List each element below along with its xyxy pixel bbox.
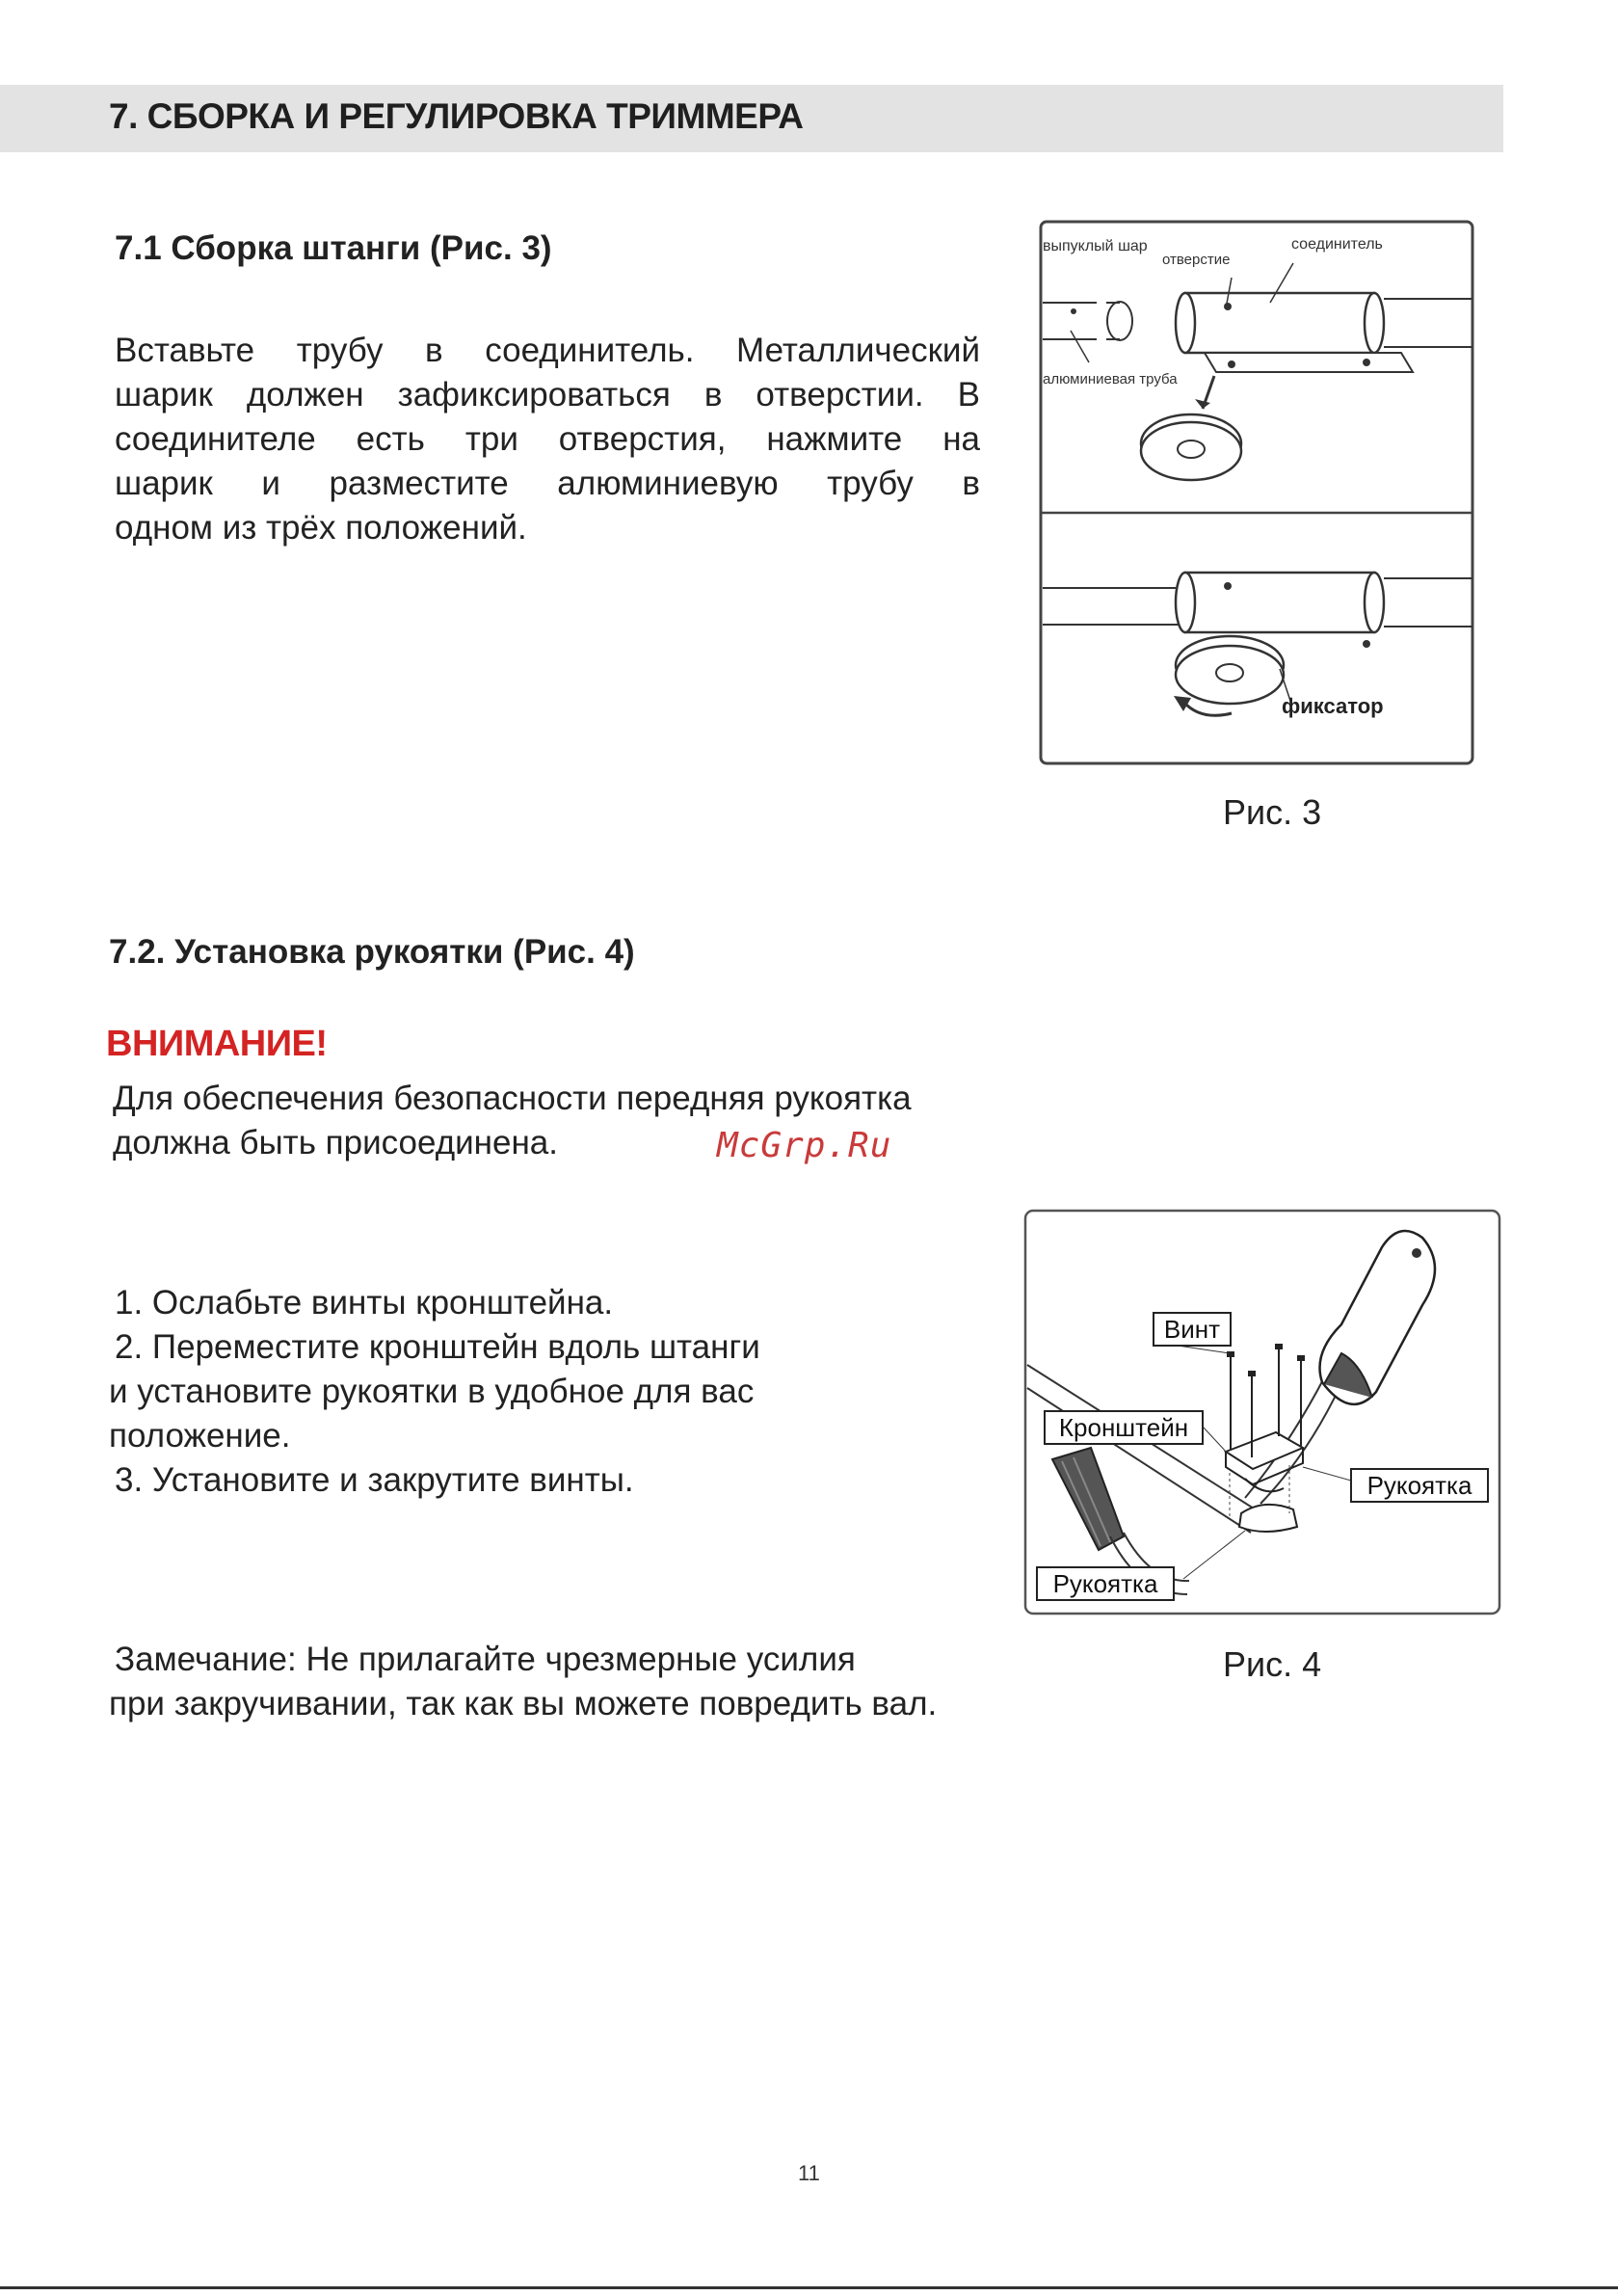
label-handle-right: Рукоятка (1366, 1471, 1472, 1500)
label-lock: фиксатор (1282, 694, 1384, 718)
warning-text-line: Для обеспечения безопасности передняя рукоятка (113, 1080, 912, 1117)
subsection-heading-7-2: 7.2. Установка рукоятки (Рис. 4) (109, 933, 635, 971)
paragraph-line: соединителе есть три отверстия, нажмите на (115, 420, 980, 458)
note-line: Замечание: Не прилагайте чрезмерные усилия (115, 1641, 856, 1678)
paragraph-line: Вставьте трубу в соединитель. Металлический (115, 332, 980, 369)
label-handle-left: Рукоятка (1052, 1569, 1158, 1598)
warning-text-line: должна быть присоединена. (113, 1124, 558, 1161)
page-number: 11 (798, 2161, 820, 2185)
label-ball: выпуклый шар (1043, 238, 1148, 254)
step-line: 3. Установите и закрутите винты. (115, 1461, 634, 1499)
paragraph-line: шарик должен зафиксироваться в отверстии. В (115, 376, 980, 414)
note-line: при закручивании, так как вы можете повредить вал. (109, 1685, 938, 1722)
step-line: и установите рукоятки в удобное для вас (109, 1373, 755, 1410)
subsection-heading-7-1: 7.1 Сборка штанги (Рис. 3) (115, 229, 552, 267)
step-line: положение. (109, 1417, 291, 1455)
label-hole: отверстие (1162, 252, 1231, 268)
assembly-paragraph (115, 329, 980, 550)
warning-label: ВНИМАНИЕ! (106, 1024, 328, 1064)
paragraph-line: шарик и разместите алюминиевую трубу в (115, 465, 980, 502)
figure-3-illustration (1039, 220, 1474, 765)
section-title: 7. СБОРКА И РЕГУЛИРОВКА ТРИММЕРА (109, 96, 804, 136)
watermark: McGrp.Ru (717, 1126, 892, 1165)
figure-3-caption: Рис. 3 (1223, 792, 1322, 832)
figure-4-caption: Рис. 4 (1223, 1644, 1322, 1684)
label-connector: соединитель (1291, 236, 1383, 253)
paragraph-line: одном из трёх положений. (115, 509, 527, 547)
bottom-divider (0, 2286, 1618, 2289)
step-line: 1. Ослабьте винты кронштейна. (115, 1284, 614, 1322)
step-line: 2. Переместите кронштейн вдоль штанги (115, 1328, 760, 1366)
label-screw: Винт (1163, 1315, 1221, 1344)
label-bracket: Кронштейн (1058, 1413, 1189, 1442)
label-tube: алюминиевая труба (1043, 371, 1178, 387)
figure-4-illustration (1023, 1209, 1501, 1615)
